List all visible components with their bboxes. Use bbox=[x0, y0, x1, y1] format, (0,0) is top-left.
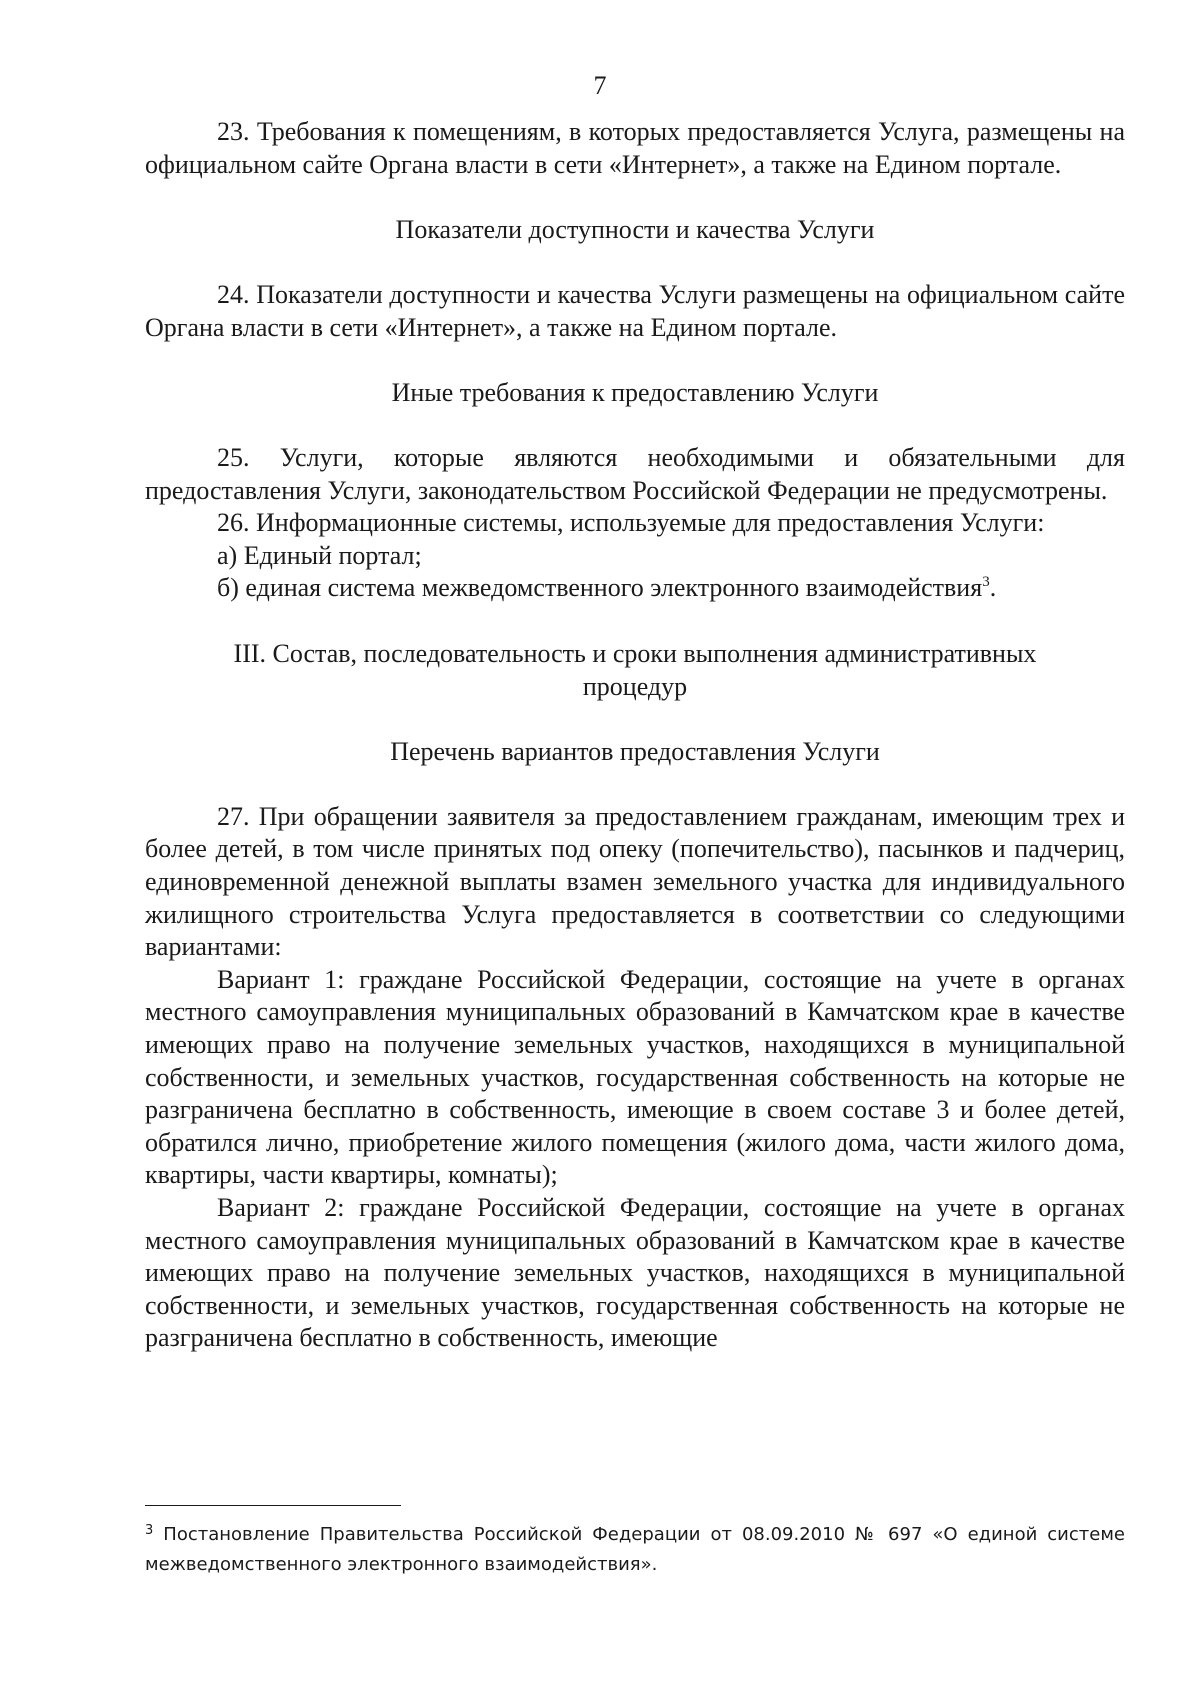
paragraph-26: 26. Информационные системы, используемые для предоставления Услуги: bbox=[217, 508, 1045, 538]
page-number: 7 bbox=[593, 71, 607, 100]
paragraph-23: 23. Требования к помещениям, в которых предоставляется Услуга, размещены на официальном сайте Органа власти в сети «Интернет», а также на Едином портале. bbox=[145, 117, 1125, 179]
paragraph-25: 25. Услуги, которые являются необходимыми и обязательными для предоставления Услуги, законодательством Российской Федерации не предусмотрены. bbox=[145, 442, 1125, 505]
spacer bbox=[145, 409, 1125, 442]
paragraph-27: 27. При обращении заявителя за предоставлением гражданам, имеющим трех и более детей, в том числе принятых под опеку (попечительство), пасынков и падчериц, единовременной денежной выплаты взамен земельного участка для индивидуального жилищного строительства Услуга предоставляется в соответствии со следующими вариантами: bbox=[145, 801, 1125, 962]
heading-quality-indicators: Показатели доступности и качества Услуги bbox=[395, 214, 875, 244]
variant-2: Вариант 2: граждане Российской Федерации, состоящие на учете в органах местного самоуправления муниципальных образований в Камчатском крае в качестве имеющих право на получение земельных участков, находящихся в муниципальной собственности, и земельных участков, государственная собственность на которые не разграничена бесплатно в собственность, имеющие bbox=[145, 1193, 1125, 1353]
footnote-reference: 3 bbox=[982, 574, 990, 591]
spacer bbox=[145, 344, 1125, 377]
footnote-text: Постановление Правительства Российской Федерации от 08.09.2010 № 697 «О единой системе межведомственного электронного взаимодействия». bbox=[145, 1524, 1125, 1575]
spacer bbox=[145, 246, 1125, 279]
variant-1: Вариант 1: граждане Российской Федерации, состоящие на учете в органах местного самоуправления муниципальных образований в Камчатском крае в качестве имеющих право на получение земельных участков, находящихся в муниципальной собственности, и земельных участков, государственная собственность на которые не разграничена бесплатно в собственность, имеющие в своем составе 3 и более детей, обратился лично, приобретение жилого помещения (жилого дома, части жилого дома, квартиры, части квартиры, комнаты); bbox=[145, 964, 1125, 1190]
paragraph-26-b-text: б) единая система межведомственного электронного взаимодействия bbox=[217, 573, 983, 603]
footnote-marker: 3 bbox=[145, 1523, 154, 1538]
footnote bbox=[145, 1520, 1125, 1580]
heading-other-requirements: Иные требования к предоставлению Услуги bbox=[391, 377, 879, 407]
paragraph-24: 24. Показатели доступности и качества Услуги размещены на официальном сайте Органа власти в сети «Интернет», а также на Едином портале. bbox=[145, 279, 1125, 342]
spacer bbox=[145, 703, 1125, 736]
footnote-separator bbox=[145, 1505, 401, 1506]
document-body bbox=[145, 116, 1125, 1355]
paragraph-26-a: а) Единый портал; bbox=[217, 540, 422, 570]
spacer bbox=[145, 181, 1125, 214]
paragraph-26-b-end: . bbox=[989, 573, 997, 603]
heading-section-3: III. Состав, последовательность и сроки выполнения административных процедур bbox=[233, 638, 1037, 701]
paragraph-26-b bbox=[145, 572, 1125, 605]
spacer bbox=[145, 768, 1125, 801]
heading-variants-list: Перечень вариантов предоставления Услуги bbox=[390, 736, 880, 766]
spacer bbox=[145, 605, 1125, 638]
